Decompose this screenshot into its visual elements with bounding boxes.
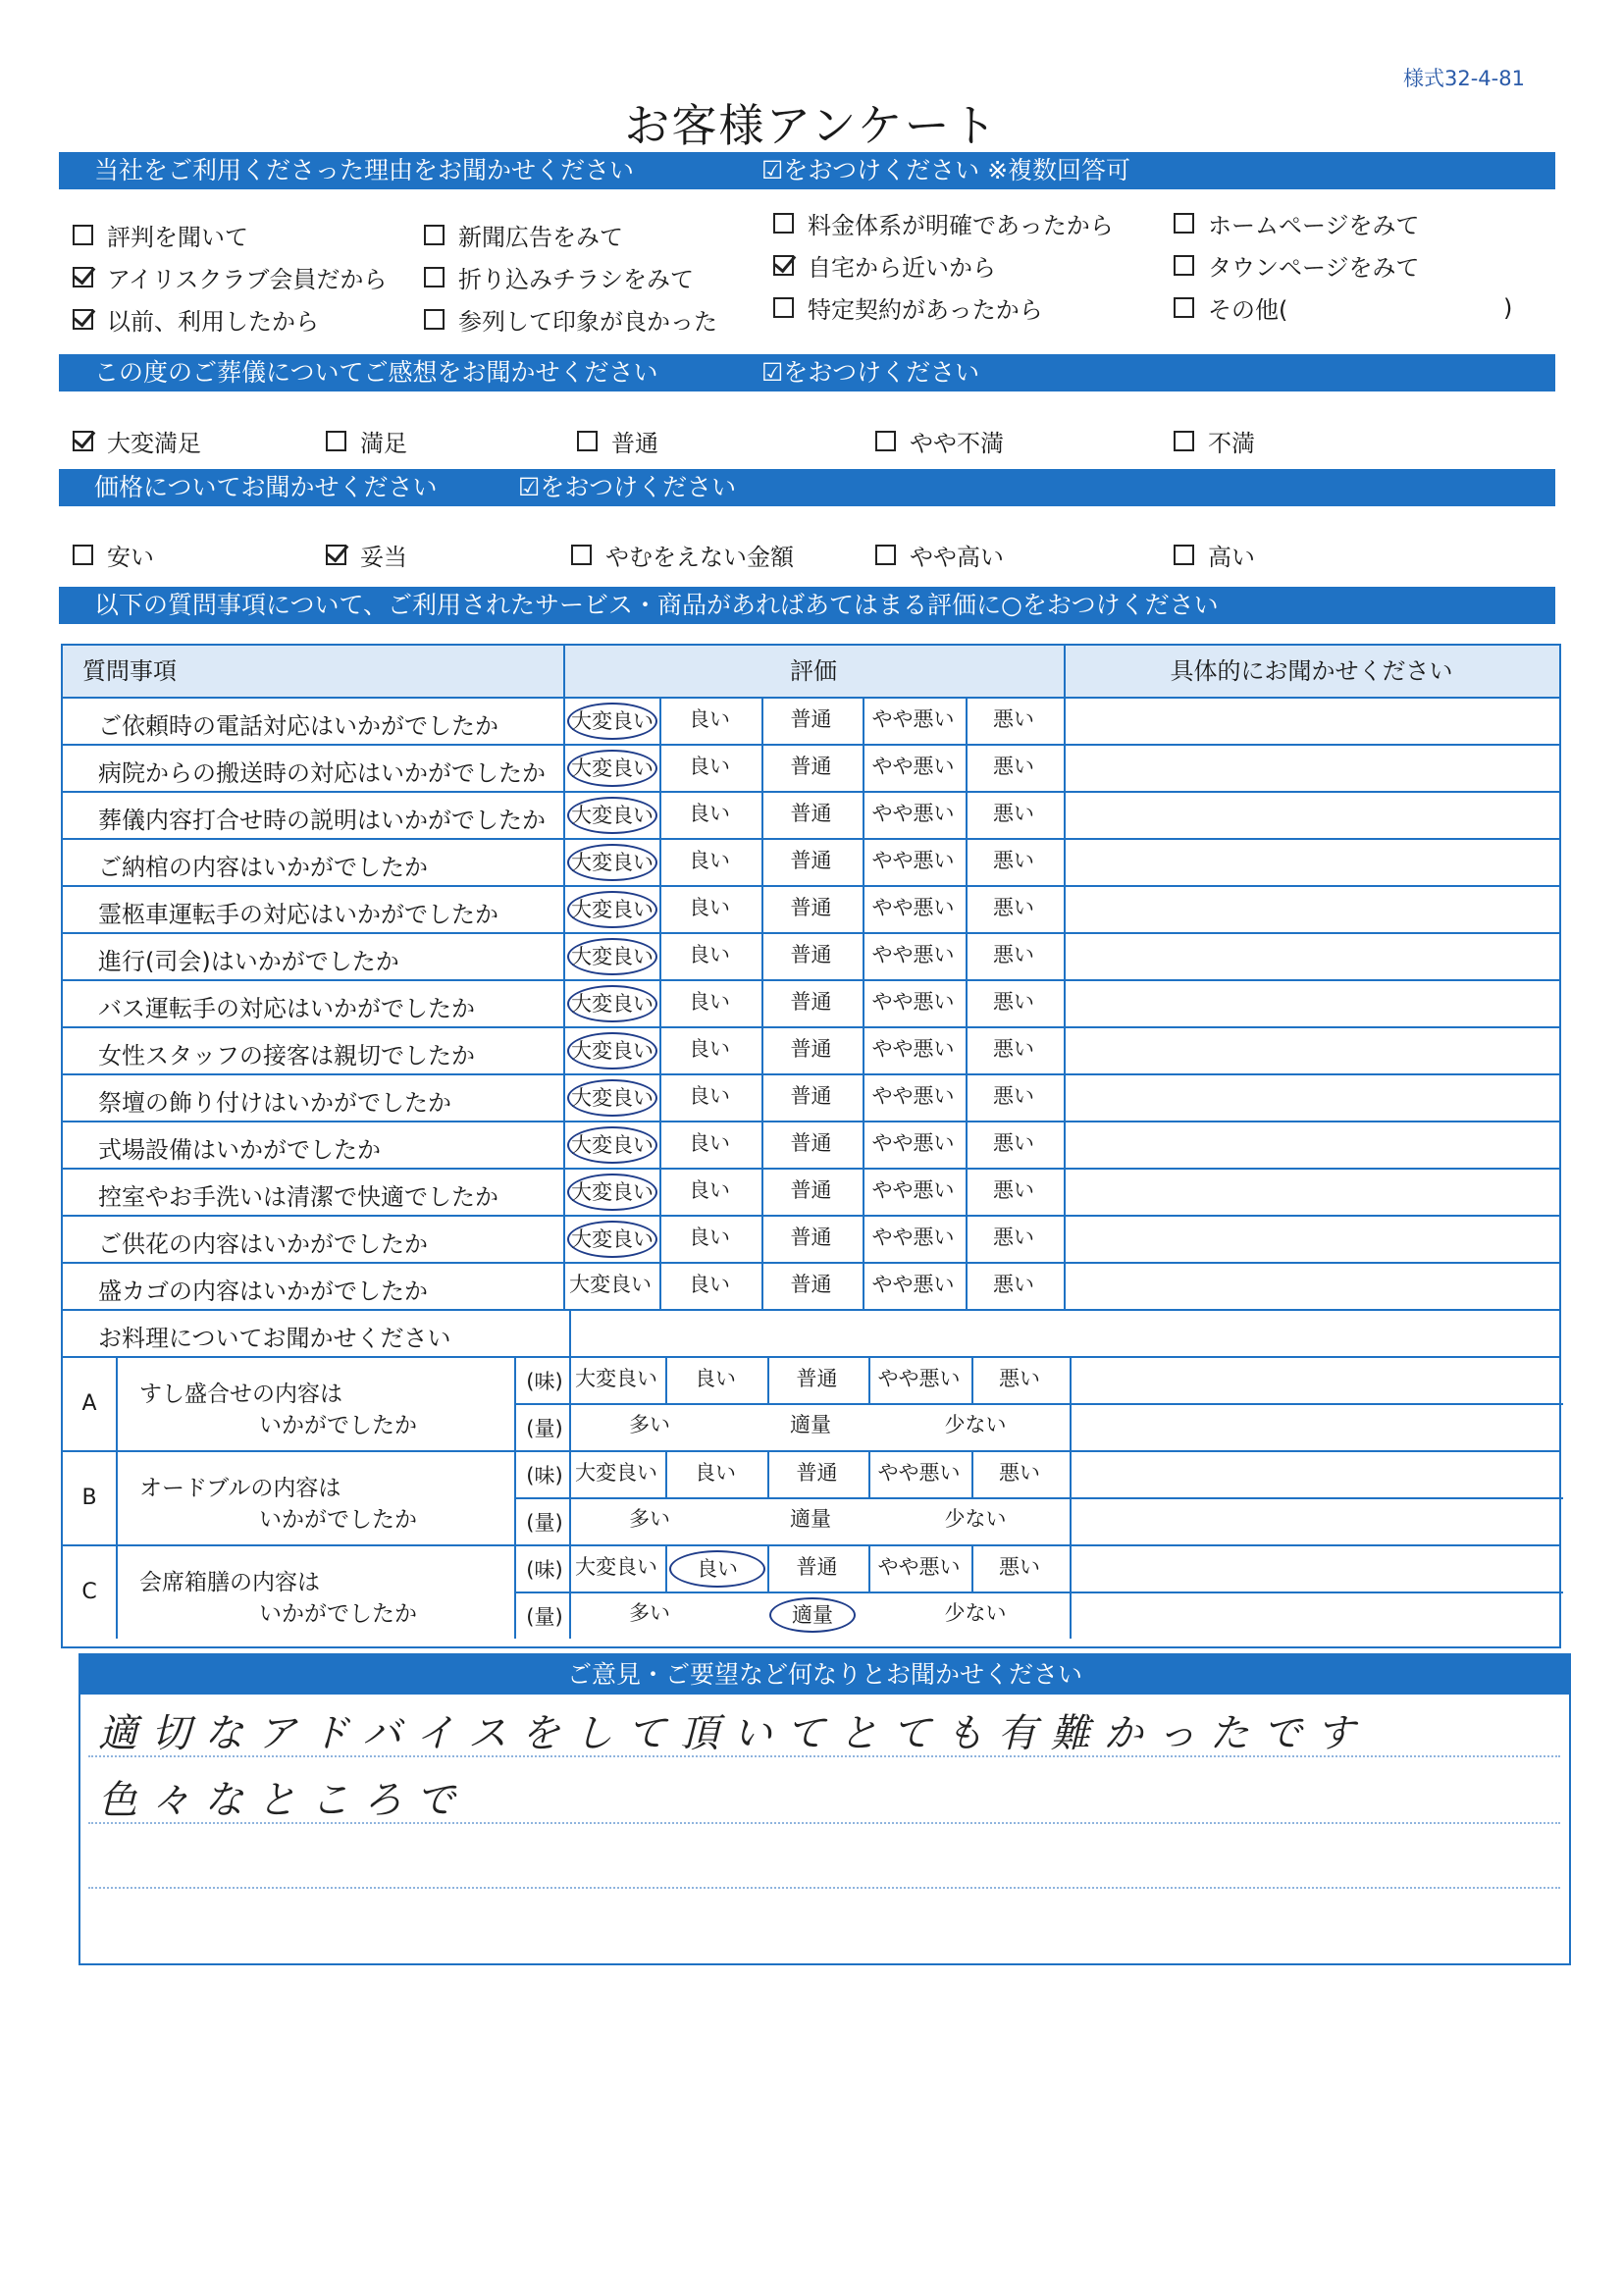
- col-divider: [767, 1544, 769, 1592]
- rating-12-3[interactable]: やや悪い: [871, 1273, 955, 1296]
- col-divider: [1070, 1544, 1072, 1639]
- row-divider: [63, 1215, 1559, 1217]
- food-amount-1-0[interactable]: 多い: [629, 1507, 670, 1531]
- row-divider: [63, 1121, 1559, 1122]
- checkbox-icon[interactable]: [773, 297, 794, 318]
- rating-2-1[interactable]: 良い: [689, 802, 730, 825]
- col-divider: [665, 1450, 667, 1497]
- impression-option-4[interactable]: [1174, 424, 1255, 458]
- rating-0-4[interactable]: 悪い: [993, 707, 1034, 731]
- price-option-4[interactable]: [1174, 538, 1255, 572]
- food-taste-1-4[interactable]: 悪い: [999, 1461, 1040, 1485]
- rating-8-0[interactable]: 大変良い: [567, 1079, 657, 1117]
- comment-box: [79, 1653, 1571, 1965]
- price-option-2-label: やむをえない金額: [605, 544, 794, 571]
- price-option-2[interactable]: [571, 538, 794, 572]
- impression-option-0[interactable]: [73, 424, 201, 458]
- col-rating: 評価: [790, 657, 837, 685]
- food-letter-C: C: [81, 1580, 97, 1604]
- col-divider: [116, 1450, 118, 1544]
- col-divider: [116, 1544, 118, 1639]
- row-divider: [63, 1073, 1559, 1075]
- food-taste-0-1[interactable]: 良い: [695, 1367, 736, 1390]
- rating-3-2[interactable]: 普通: [790, 849, 832, 872]
- reason-option-8-label: 特定契約があったから: [808, 296, 1043, 324]
- reason-option-2-label: 以前、利用したから: [107, 308, 319, 336]
- checkbox-icon[interactable]: [577, 431, 598, 451]
- col-divider: [569, 1309, 571, 1356]
- food-line1-1: オードブルの内容は: [139, 1476, 341, 1501]
- reason-option-6-label: 料金体系が明確であったから: [808, 212, 1114, 239]
- rating-6-2[interactable]: 普通: [790, 990, 832, 1014]
- rating-heading-text: 以下の質問事項について、ご利用されたサービス・商品があればあてはまる評価に○をおつけください: [94, 591, 1219, 619]
- reason-option-9-label: ホームページをみて: [1208, 212, 1420, 239]
- checkbox-icon[interactable]: [424, 225, 445, 245]
- food-taste-2-0[interactable]: 大変良い: [575, 1555, 657, 1579]
- food-amount-0-0[interactable]: 多い: [629, 1413, 670, 1436]
- other-close-paren: ): [1503, 294, 1513, 322]
- reason-option-6[interactable]: [773, 206, 1114, 240]
- food-taste-1-1[interactable]: 良い: [695, 1461, 736, 1485]
- impression-option-3-label: やや不満: [910, 430, 1004, 457]
- reason-option-1-label: アイリスクラブ会員だから: [107, 266, 388, 293]
- rating-12-0[interactable]: 大変良い: [569, 1273, 652, 1296]
- food-taste-2-2[interactable]: 普通: [796, 1555, 838, 1579]
- rating-section-heading: [59, 587, 1555, 624]
- rating-1-4[interactable]: 悪い: [993, 755, 1034, 778]
- checkbox-icon[interactable]: [773, 213, 794, 234]
- food-taste-2-1[interactable]: 良い: [669, 1550, 765, 1588]
- food-taste-2-4[interactable]: 悪い: [999, 1555, 1040, 1579]
- rating-8-1[interactable]: 良い: [689, 1084, 730, 1108]
- food-amount-1-1[interactable]: 適量: [790, 1507, 831, 1531]
- rating-5-2[interactable]: 普通: [790, 943, 832, 966]
- food-taste-1-0[interactable]: 大変良い: [575, 1461, 657, 1485]
- question-5: 進行(司会)はいかがでしたか: [98, 948, 399, 975]
- checkbox-icon[interactable]: [73, 545, 93, 565]
- question-9: 式場設備はいかがでしたか: [98, 1136, 381, 1164]
- food-line2-2: いかがでしたか: [259, 1601, 417, 1627]
- rating-10-2[interactable]: 普通: [790, 1178, 832, 1202]
- rating-7-3[interactable]: やや悪い: [871, 1037, 955, 1061]
- rating-8-4[interactable]: 悪い: [993, 1084, 1034, 1108]
- col-detail: 具体的にお聞かせください: [1170, 657, 1453, 685]
- rating-10-4[interactable]: 悪い: [993, 1178, 1034, 1202]
- reason-option-3[interactable]: [424, 218, 623, 252]
- checkbox-icon[interactable]: [1174, 545, 1194, 565]
- rating-10-1[interactable]: 良い: [689, 1178, 730, 1202]
- impression-instruction: ☑をおつけください: [761, 358, 980, 387]
- rating-12-4[interactable]: 悪い: [993, 1273, 1034, 1296]
- price-option-1-label: 妥当: [360, 544, 407, 571]
- reason-option-5[interactable]: [424, 302, 717, 337]
- checkbox-icon[interactable]: [1174, 255, 1194, 276]
- reason-option-4-label: 折り込みチラシをみて: [458, 266, 694, 293]
- col-divider: [514, 1544, 516, 1639]
- rating-9-1[interactable]: 良い: [689, 1131, 730, 1155]
- col-divider: [966, 697, 968, 1309]
- rating-1-0[interactable]: 大変良い: [567, 750, 657, 787]
- rating-6-3[interactable]: やや悪い: [871, 990, 955, 1014]
- rating-5-0[interactable]: 大変良い: [567, 938, 657, 975]
- rating-0-3[interactable]: やや悪い: [871, 707, 955, 731]
- rating-11-3[interactable]: やや悪い: [871, 1226, 955, 1249]
- checkbox-icon[interactable]: [1174, 431, 1194, 451]
- checked-checkbox-icon[interactable]: [326, 545, 346, 565]
- checkbox-icon[interactable]: [73, 225, 93, 245]
- food-line2-0: いかがでしたか: [259, 1413, 417, 1438]
- row-divider: [63, 1026, 1559, 1028]
- question-7: 女性スタッフの接客は親切でしたか: [98, 1042, 475, 1070]
- col-divider: [563, 646, 565, 697]
- row-divider: [63, 979, 1559, 981]
- col-divider: [1070, 1450, 1072, 1544]
- rating-5-1[interactable]: 良い: [689, 943, 730, 966]
- rating-5-3[interactable]: やや悪い: [871, 943, 955, 966]
- reason-option-7-label: 自宅から近いから: [808, 254, 996, 282]
- food-amount-2-1[interactable]: 適量: [769, 1597, 856, 1633]
- col-divider: [514, 1450, 516, 1544]
- price-option-3-label: やや高い: [910, 544, 1004, 571]
- question-2: 葬儀内容打合せ時の説明はいかがでしたか: [98, 807, 546, 834]
- col-divider: [767, 1356, 769, 1403]
- amount-label-1: (量): [526, 1511, 563, 1535]
- impression-option-2[interactable]: [577, 424, 658, 458]
- rating-4-2[interactable]: 普通: [790, 896, 832, 919]
- impression-section-heading: [59, 354, 1555, 391]
- food-taste-0-0[interactable]: 大変良い: [575, 1367, 657, 1390]
- amount-label-0: (量): [526, 1417, 563, 1440]
- col-divider: [563, 697, 565, 1309]
- col-divider: [569, 1544, 571, 1639]
- food-letter-B: B: [81, 1486, 97, 1510]
- rating-6-1[interactable]: 良い: [689, 990, 730, 1014]
- rating-7-2[interactable]: 普通: [790, 1037, 832, 1061]
- rating-2-4[interactable]: 悪い: [993, 802, 1034, 825]
- col-divider: [868, 1544, 870, 1592]
- rating-5-4[interactable]: 悪い: [993, 943, 1034, 966]
- page-title: お客様アンケート: [624, 99, 999, 152]
- impression-option-1[interactable]: [326, 424, 407, 458]
- food-line1-0: すし盛合せの内容は: [139, 1382, 342, 1407]
- reason-option-10[interactable]: [1174, 248, 1420, 283]
- col-divider: [569, 1356, 571, 1450]
- impression-option-4-label: 不満: [1208, 430, 1255, 457]
- food-amount-1-2[interactable]: 少ない: [944, 1507, 1007, 1531]
- question-8: 祭壇の飾り付けはいかがでしたか: [98, 1089, 451, 1117]
- reason-option-8[interactable]: [773, 290, 1043, 325]
- checkbox-icon[interactable]: [875, 431, 896, 451]
- row-divider: [63, 1168, 1559, 1170]
- rating-6-0[interactable]: 大変良い: [567, 985, 657, 1022]
- reason-option-0-label: 評判を聞いて: [107, 224, 248, 251]
- question-6: バス運転手の対応はいかがでしたか: [98, 995, 475, 1022]
- col-question: 質問事項: [82, 657, 177, 685]
- rating-9-3[interactable]: やや悪い: [871, 1131, 955, 1155]
- reason-option-11-label: その他(: [1208, 296, 1288, 324]
- rating-6-4[interactable]: 悪い: [993, 990, 1034, 1014]
- amount-label-2: (量): [526, 1605, 563, 1629]
- row-divider: [63, 1309, 1559, 1311]
- form-id: 様式32-4-81: [1403, 67, 1525, 90]
- checkbox-icon[interactable]: [424, 267, 445, 287]
- rating-9-0[interactable]: 大変良い: [567, 1126, 657, 1164]
- food-taste-0-4[interactable]: 悪い: [999, 1367, 1040, 1390]
- row-divider: [63, 1262, 1559, 1264]
- food-taste-1-3[interactable]: やや悪い: [877, 1461, 961, 1485]
- rating-7-4[interactable]: 悪い: [993, 1037, 1034, 1061]
- col-divider: [659, 697, 661, 1309]
- rating-table-header: [63, 646, 1559, 699]
- rating-4-4[interactable]: 悪い: [993, 896, 1034, 919]
- rating-4-1[interactable]: 良い: [689, 896, 730, 919]
- rating-11-2[interactable]: 普通: [790, 1226, 832, 1249]
- col-divider: [514, 1356, 516, 1450]
- col-divider: [665, 1356, 667, 1403]
- taste-label-2: (味): [526, 1558, 563, 1582]
- reason-option-10-label: タウンページをみて: [1208, 254, 1420, 282]
- col-divider: [665, 1544, 667, 1592]
- col-divider: [868, 1450, 870, 1497]
- rating-3-4[interactable]: 悪い: [993, 849, 1034, 872]
- question-10: 控室やお手洗いは清潔で快適でしたか: [98, 1183, 498, 1211]
- price-option-4-label: 高い: [1208, 544, 1255, 571]
- comment-line-2[interactable]: 色々なところで: [98, 1778, 469, 1823]
- taste-label-0: (味): [526, 1370, 563, 1393]
- col-divider: [971, 1450, 973, 1497]
- price-option-3[interactable]: [875, 538, 1004, 572]
- rating-7-1[interactable]: 良い: [689, 1037, 730, 1061]
- food-heading: お料理についてお聞かせください: [98, 1325, 451, 1352]
- checkbox-icon[interactable]: [571, 545, 592, 565]
- row-divider: [514, 1403, 1563, 1405]
- rating-3-1[interactable]: 良い: [689, 849, 730, 872]
- impression-option-0-label: 大変満足: [107, 430, 201, 457]
- row-divider: [63, 932, 1559, 934]
- rating-2-2[interactable]: 普通: [790, 802, 832, 825]
- reason-option-3-label: 新聞広告をみて: [458, 224, 623, 251]
- impression-heading-text: この度のご葬儀についてご感想をお聞かせください: [94, 358, 658, 387]
- comment-line: [88, 1887, 1560, 1889]
- checkbox-icon[interactable]: [1174, 213, 1194, 234]
- comment-heading: ご意見・ご要望など何なりとお聞かせください: [80, 1655, 1569, 1695]
- food-taste-1-2[interactable]: 普通: [796, 1461, 838, 1485]
- col-divider: [569, 1450, 571, 1544]
- checkbox-icon[interactable]: [424, 309, 445, 330]
- rating-12-2[interactable]: 普通: [790, 1273, 832, 1296]
- checkbox-icon[interactable]: [1174, 297, 1194, 318]
- col-divider: [761, 697, 763, 1309]
- checkbox-icon[interactable]: [326, 431, 346, 451]
- food-taste-0-3[interactable]: やや悪い: [877, 1367, 961, 1390]
- food-amount-0-1[interactable]: 適量: [790, 1413, 831, 1436]
- question-4: 霊柩車運転手の対応はいかがでしたか: [98, 901, 498, 928]
- impression-option-3[interactable]: [875, 424, 1004, 458]
- rating-11-1[interactable]: 良い: [689, 1226, 730, 1249]
- row-divider: [63, 1544, 1559, 1546]
- price-instruction: ☑をおつけください: [518, 473, 737, 501]
- price-option-0[interactable]: [73, 538, 154, 572]
- question-0: ご依頼時の電話対応はいかがでしたか: [98, 712, 498, 740]
- rating-4-3[interactable]: やや悪い: [871, 896, 955, 919]
- question-12: 盛カゴの内容はいかがでしたか: [98, 1278, 428, 1305]
- row-divider: [63, 1450, 1559, 1452]
- checked-checkbox-icon[interactable]: [773, 255, 794, 276]
- rating-0-1[interactable]: 良い: [689, 707, 730, 731]
- rating-10-0[interactable]: 大変良い: [567, 1174, 657, 1211]
- food-amount-0-2[interactable]: 少ない: [944, 1413, 1007, 1436]
- col-divider: [767, 1450, 769, 1497]
- row-divider: [63, 744, 1559, 746]
- taste-label-1: (味): [526, 1464, 563, 1487]
- food-amount-2-2[interactable]: 少ない: [944, 1601, 1007, 1625]
- rating-table: [61, 644, 1561, 1648]
- price-option-0-label: 安い: [107, 544, 154, 571]
- checked-checkbox-icon[interactable]: [73, 309, 93, 330]
- checkbox-icon[interactable]: [875, 545, 896, 565]
- impression-option-1-label: 満足: [360, 430, 407, 457]
- price-heading-text: 価格についてお聞かせください: [94, 473, 438, 501]
- rating-9-4[interactable]: 悪い: [993, 1131, 1034, 1155]
- row-divider: [63, 838, 1559, 840]
- food-taste-0-2[interactable]: 普通: [796, 1367, 838, 1390]
- rating-9-2[interactable]: 普通: [790, 1131, 832, 1155]
- rating-7-0[interactable]: 大変良い: [567, 1032, 657, 1070]
- checked-checkbox-icon[interactable]: [73, 431, 93, 451]
- rating-11-0[interactable]: 大変良い: [567, 1221, 657, 1258]
- reason-instruction: ☑をおつけください ※複数回答可: [761, 156, 1131, 184]
- col-divider: [1064, 697, 1066, 1309]
- reason-option-1[interactable]: [73, 260, 387, 294]
- col-divider: [971, 1356, 973, 1403]
- food-taste-2-3[interactable]: やや悪い: [877, 1555, 961, 1579]
- rating-12-1[interactable]: 良い: [689, 1273, 730, 1296]
- rating-2-0[interactable]: 大変良い: [567, 797, 657, 834]
- row-divider: [514, 1592, 1563, 1593]
- row-divider: [63, 885, 1559, 887]
- reason-option-0[interactable]: [73, 218, 248, 252]
- question-3: ご納棺の内容はいかがでしたか: [98, 854, 428, 881]
- reason-option-11[interactable]: [1174, 290, 1287, 325]
- col-divider: [971, 1544, 973, 1592]
- col-divider: [1070, 1356, 1072, 1450]
- row-divider: [63, 791, 1559, 793]
- reason-heading-text: 当社をご利用くださった理由をお聞かせください: [94, 156, 635, 184]
- row-divider: [514, 1497, 1563, 1499]
- rating-4-0[interactable]: 大変良い: [567, 891, 657, 928]
- food-amount-2-0[interactable]: 多い: [629, 1601, 670, 1625]
- price-section-heading: [59, 469, 1555, 506]
- food-letter-A: A: [81, 1391, 97, 1416]
- rating-3-0[interactable]: 大変良い: [567, 844, 657, 881]
- reason-section-heading: [59, 152, 1555, 189]
- col-divider: [868, 1356, 870, 1403]
- rating-1-2[interactable]: 普通: [790, 755, 832, 778]
- row-divider: [63, 1356, 1559, 1358]
- rating-8-2[interactable]: 普通: [790, 1084, 832, 1108]
- rating-11-4[interactable]: 悪い: [993, 1226, 1034, 1249]
- price-option-1[interactable]: [326, 538, 407, 572]
- col-divider: [863, 697, 864, 1309]
- rating-8-3[interactable]: やや悪い: [871, 1084, 955, 1108]
- reason-option-5-label: 参列して印象が良かった: [458, 308, 717, 336]
- checked-checkbox-icon[interactable]: [73, 267, 93, 287]
- rating-2-3[interactable]: やや悪い: [871, 802, 955, 825]
- question-1: 病院からの搬送時の対応はいかがでしたか: [98, 759, 546, 787]
- question-11: ご供花の内容はいかがでしたか: [98, 1230, 428, 1258]
- rating-0-2[interactable]: 普通: [790, 707, 832, 731]
- rating-3-3[interactable]: やや悪い: [871, 849, 955, 872]
- col-divider: [1064, 646, 1066, 697]
- food-line2-1: いかがでしたか: [259, 1507, 417, 1533]
- reason-option-7[interactable]: [773, 248, 996, 283]
- rating-0-0[interactable]: 大変良い: [567, 703, 657, 740]
- reason-option-9[interactable]: [1174, 206, 1420, 240]
- food-line1-2: 会席箱膳の内容は: [139, 1570, 320, 1595]
- rating-1-1[interactable]: 良い: [689, 755, 730, 778]
- rating-1-3[interactable]: やや悪い: [871, 755, 955, 778]
- rating-10-3[interactable]: やや悪い: [871, 1178, 955, 1202]
- impression-option-2-label: 普通: [611, 430, 658, 457]
- reason-option-4[interactable]: [424, 260, 694, 294]
- col-divider: [116, 1356, 118, 1450]
- reason-option-2[interactable]: [73, 302, 319, 337]
- comment-line-1[interactable]: 適切なアドバイスをして頂いてとても有難かったです: [98, 1711, 1369, 1756]
